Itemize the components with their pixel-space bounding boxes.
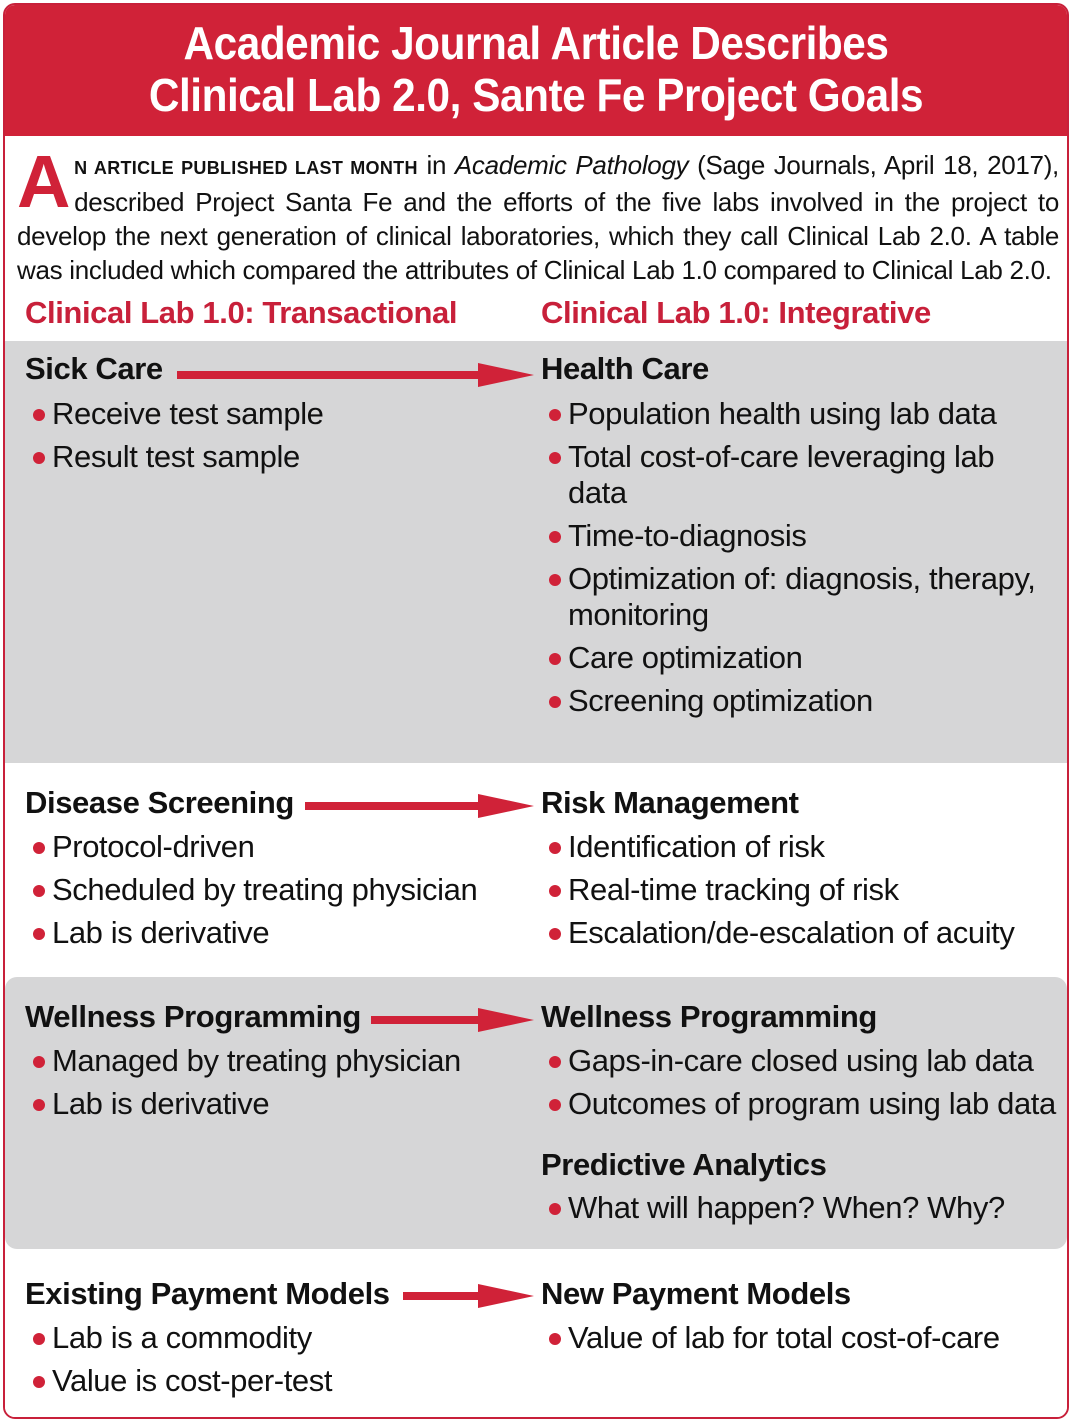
infographic-frame	[3, 3, 1069, 1419]
header-title-line2: Clinical Lab 2.0, Sante Fe Project Goals	[148, 69, 924, 121]
row-right-title: Wellness Programming	[541, 999, 877, 1034]
intro-in: in	[426, 150, 447, 180]
list-item: Lab is derivative	[30, 1086, 520, 1122]
list-item: Receive test sample	[30, 396, 510, 432]
right-bullet-list	[546, 829, 1056, 958]
right-bullet-list	[546, 1043, 1066, 1129]
row-sick-care	[5, 341, 1067, 763]
list-item: Result test sample	[30, 439, 510, 475]
left-bullet-list	[30, 829, 520, 958]
drop-cap: A	[17, 140, 71, 223]
intro-lead: N ARTICLE PUBLISHED LAST MONTH	[74, 158, 418, 178]
right-bullet-list	[546, 1320, 1056, 1363]
intro-body: (Sage Journals, April 18, 2017), described Project Santa Fe and the efforts of the five labs involved in the project to develop the next generation of clinical laboratories, which they call Clinical Lab 2.0. A table was included which compared the attributes of Clinical Lab 1.0 compared to Clinical Lab 2.0.	[17, 150, 1059, 285]
list-item: Time-to-diagnosis	[546, 518, 1051, 554]
list-item: Lab is a commodity	[30, 1320, 520, 1356]
list-item: Outcomes of program using lab data	[546, 1086, 1066, 1122]
row-payment-models	[5, 1251, 1067, 1419]
list-item: What will happen? When? Why?	[546, 1190, 1056, 1226]
row-wellness-programming	[5, 977, 1067, 1249]
intro-paragraph	[17, 140, 1059, 287]
list-item: Identification of risk	[546, 829, 1056, 865]
journal-name: Academic Pathology	[454, 150, 689, 180]
row-left-title: Sick Care	[25, 351, 163, 386]
list-item: Population health using lab data	[546, 396, 1051, 432]
left-bullet-list	[30, 1043, 520, 1129]
list-item: Total cost-of-care leveraging lab data	[546, 439, 1051, 511]
row-right-title: Health Care	[541, 351, 709, 386]
arrow-right-icon	[305, 794, 534, 818]
list-item: Value of lab for total cost-of-care	[546, 1320, 1056, 1356]
left-bullet-list	[30, 396, 510, 482]
list-item: Optimization of: diagnosis, therapy, monitoring	[546, 561, 1051, 633]
list-item: Protocol-driven	[30, 829, 520, 865]
list-item: Managed by treating physician	[30, 1043, 520, 1079]
list-item: Care optimization	[546, 640, 1051, 676]
column-heading-left: Clinical Lab 1.0: Transactional	[25, 295, 458, 330]
list-item: Value is cost-per-test	[30, 1363, 520, 1399]
arrow-right-icon	[371, 1008, 534, 1032]
row-left-title: Disease Screening	[25, 785, 294, 820]
header-title-line1: Academic Journal Article Describes	[183, 17, 889, 69]
row-disease-screening	[5, 763, 1067, 977]
list-item: Real-time tracking of risk	[546, 872, 1056, 908]
list-item: Scheduled by treating physician	[30, 872, 520, 908]
right-bullet-list-2	[546, 1190, 1056, 1233]
list-item: Screening optimization	[546, 683, 1051, 719]
row-right-title: New Payment Models	[541, 1276, 851, 1311]
left-bullet-list	[30, 1320, 520, 1406]
list-item: Gaps-in-care closed using lab data	[546, 1043, 1066, 1079]
list-item: Escalation/de-escalation of acuity	[546, 915, 1056, 951]
list-item: Lab is derivative	[30, 915, 520, 951]
row-right-subtitle: Predictive Analytics	[541, 1147, 827, 1182]
arrow-right-icon	[177, 363, 534, 387]
row-left-title: Wellness Programming	[25, 999, 361, 1034]
right-bullet-list	[546, 396, 1051, 726]
header-banner	[5, 5, 1067, 136]
column-heading-right: Clinical Lab 1.0: Integrative	[541, 295, 931, 330]
row-right-title: Risk Management	[541, 785, 799, 820]
arrow-right-icon	[403, 1284, 534, 1308]
row-left-title: Existing Payment Models	[25, 1276, 390, 1311]
